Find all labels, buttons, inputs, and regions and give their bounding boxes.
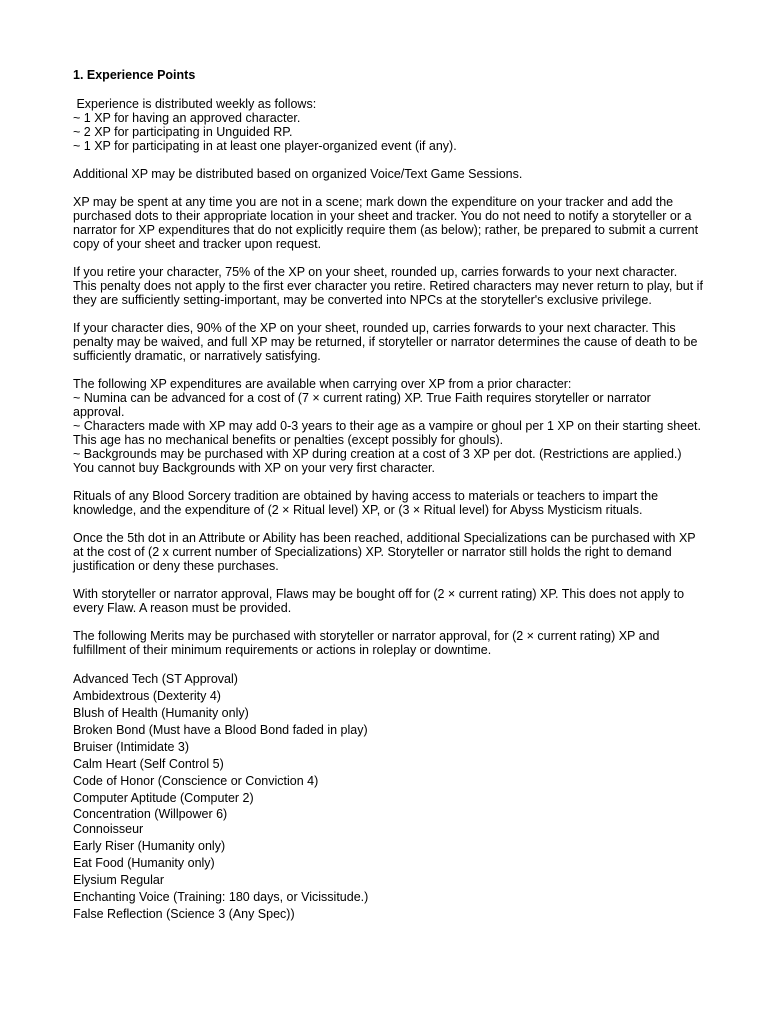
- paragraph-additional-xp: Additional XP may be distributed based on organized Voice/Text Game Sessions.: [73, 167, 523, 181]
- list-item: Code of Honor (Conscience or Conviction 4): [73, 774, 319, 788]
- distribution-intro: Experience is distributed weekly as follows:: [73, 97, 317, 111]
- list-item: Broken Bond (Must have a Blood Bond faded in play): [73, 723, 368, 737]
- list-item: False Reflection (Science 3 (Any Spec)): [73, 907, 295, 921]
- carryover-expenditures: [73, 377, 703, 475]
- list-item: Early Riser (Humanity only): [73, 839, 226, 853]
- carryover-intro: The following XP expenditures are available when carrying over XP from a prior character:: [73, 377, 572, 391]
- distribution-item: ~ 1 XP for having an approved character.: [73, 111, 301, 125]
- list-item: Computer Aptitude (Computer 2): [73, 791, 254, 805]
- list-item: Enchanting Voice (Training: 180 days, or Vicissitude.): [73, 890, 369, 904]
- carryover-item: ~ Numina can be advanced for a cost of (7 × current rating) XP. True Faith requires storyteller or narrator approval.: [73, 391, 651, 419]
- list-item: Eat Food (Humanity only): [73, 856, 215, 870]
- distribution-item: ~ 1 XP for participating in at least one player-organized event (if any).: [73, 139, 457, 153]
- xp-distribution: [73, 97, 703, 153]
- list-item: Advanced Tech (ST Approval): [73, 672, 238, 686]
- carryover-item: ~ Characters made with XP may add 0-3 years to their age as a vampire or ghoul per 1 XP on their starting sheet. This age has no mechanical benefits or penalties (except possibly for ghouls).: [73, 419, 701, 447]
- list-item: Concentration (Willpower 6): [73, 807, 228, 821]
- list-item: Connoisseur: [73, 822, 144, 836]
- list-item: Calm Heart (Self Control 5): [73, 757, 224, 771]
- list-item: Elysium Regular: [73, 873, 165, 887]
- paragraph-rituals: Rituals of any Blood Sorcery tradition are obtained by having access to materials or teachers to impart the knowledge, and the expenditure of (2 × Ritual level) XP, or (3 × Ritual level) for Abyss Mysticism rituals.: [73, 489, 659, 517]
- carryover-item: ~ Backgrounds may be purchased with XP during creation at a cost of 3 XP per dot. (Restrictions are applied.) You cannot buy Backgrounds with XP on your very first character.: [73, 447, 682, 475]
- merit-list: [73, 671, 703, 923]
- document-page: [73, 68, 703, 923]
- paragraph-merits-intro: The following Merits may be purchased with storyteller or narrator approval, for (2 × current rating) XP and fulfillment of their minimum requirements or actions in roleplay or downtime.: [73, 629, 660, 657]
- list-item: Blush of Health (Humanity only): [73, 706, 249, 720]
- paragraph-flaws: With storyteller or narrator approval, Flaws may be bought off for (2 × current rating) XP. This does not apply to every Flaw. A reason must be provided.: [73, 587, 685, 615]
- paragraph-retire-character: If you retire your character, 75% of the XP on your sheet, rounded up, carries forwards to your next character. This penalty does not apply to the first ever character you retire. Retired characters may never return to play, but if they are sufficiently setting-important, may be converted into NPCs at the storyteller's exclusive privilege.: [73, 265, 703, 307]
- paragraph-character-dies: If your character dies, 90% of the XP on your sheet, rounded up, carries forwards to your next character. This penalty may be waived, and full XP may be returned, if storyteller or narrator determines the cause of death to be sufficiently dramatic, or narratively satisfying.: [73, 321, 698, 363]
- paragraph-specializations: Once the 5th dot in an Attribute or Ability has been reached, additional Specializations can be purchased with XP at the cost of (2 x current number of Specializations) XP. Storyteller or narrator still holds the right to demand justification or deny these purchases.: [73, 531, 696, 573]
- list-item: Ambidextrous (Dexterity 4): [73, 689, 221, 703]
- distribution-item: ~ 2 XP for participating in Unguided RP.: [73, 125, 293, 139]
- section-heading: 1. Experience Points: [73, 68, 196, 82]
- list-item: Bruiser (Intimidate 3): [73, 740, 190, 754]
- paragraph-spending-xp: XP may be spent at any time you are not in a scene; mark down the expenditure on your tracker and add the purchased dots to their appropriate location in your sheet and tracker. You do not need to notify a storyteller or a narrator for XP expenditures that do not explicitly require them (as below); rather, be prepared to submit a current copy of your sheet and tracker upon request.: [73, 195, 699, 251]
